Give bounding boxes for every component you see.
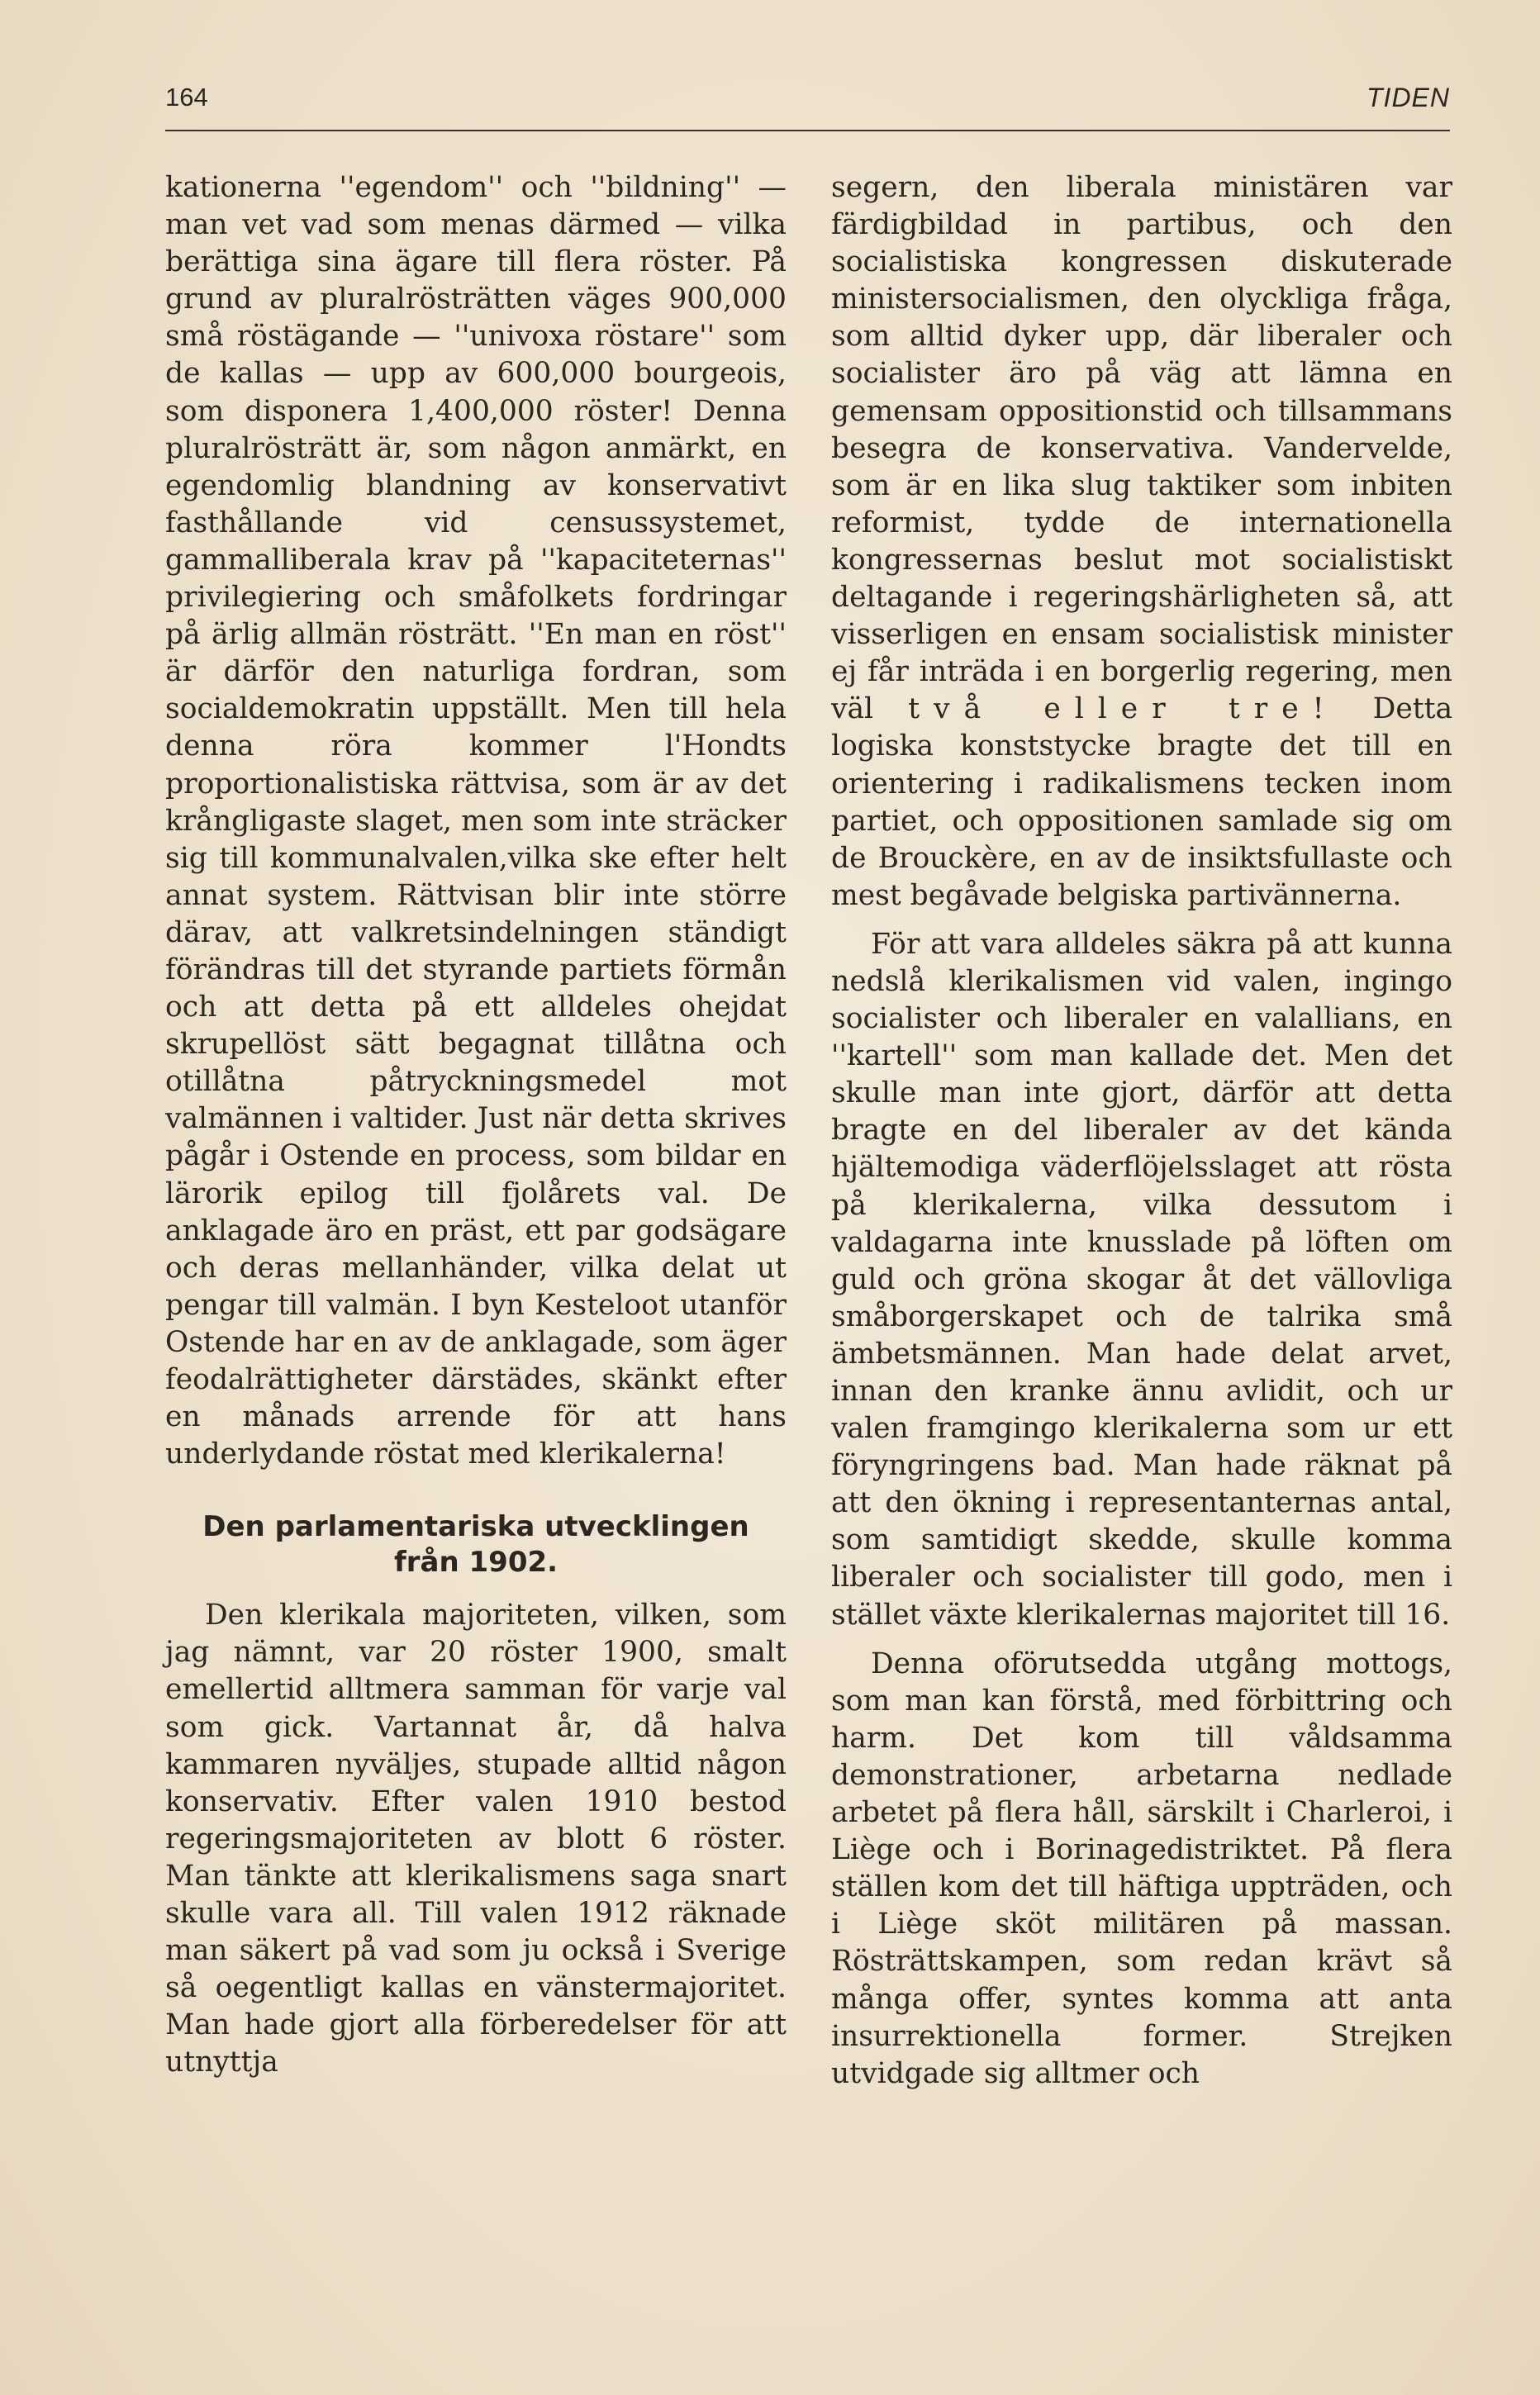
right-paragraph-1 xyxy=(831,169,1452,915)
section-heading-line-2: från 1902. xyxy=(393,1546,558,1580)
right-paragraph-2: För att vara alldeles säkra på att kunna nedslå klerikalismen vid valen, ingingo socialister och liberaler en valallians, en ''kartell'' som man kallade det. Men det skulle man inte gjort, därför att detta bragte en del liberaler av det kända hjältemodiga väderflöjelsslaget att rösta på klerikalerna, vilka dessutom i valdagarna inte knusslade på löften om guld och gröna skogar åt det vällovliga småborgerskapet och de talrika små ämbetsmännen. Man hade delat arvet, innan den kranke ännu avlidit, och ur valen framgingo klerikalerna som ur ett föryngringens bad. Man hade räknat på att den ökning i representanternas antal, som samtidigt skedde, skulle komma liberaler och socialister till godo, men i stället växte klerikalernas majoritet till 16. xyxy=(831,927,1452,1632)
page-header xyxy=(165,83,1450,132)
left-paragraph-2: Den klerikala majoriteten, vilken, som jag nämnt, var 20 röster 1900, smalt emellertid alltmera samman för varje val som gick. Vartannat år, då halva kammaren nyväljes, stupade alltid någon konservativ. Efter valen 1910 bestod regeringsmajoriteten av blott 6 röster. Man tänkte att klerikalismens saga snart skulle vara all. Till valen 1912 räknade man säkert på vad som ju också i Sverige så oegentligt kallas en vänstermajoritet. Man hade gjort alla förberedelser för att utnyttja xyxy=(165,1599,787,2079)
right-paragraph-3: Denna oförutsedda utgång mottogs, som man kan förstå, med förbittring och harm. Det kom till våldsamma demonstrationer, arbetarna nedlade arbetet på flera håll, särskilt i Charleroi, i Liège och i Borinagedistriktet. På flera ställen kom det till häftiga uppträden, och i Liège sköt militären på massan. Rösträttskampen, som redan krävt så många offer, syntes komma att anta insurrektionella former. Strejken utvidgade sig alltmer och xyxy=(831,1647,1452,2090)
page-number: 164 xyxy=(165,83,208,112)
right-paragraph-1-part-b: Detta logiska konststycke bragte det till en orientering i radikalismens tecken inom partiet, och oppositionen samlade sig om de Brouckère, en av de insiktsfullaste och mest begåvade belgiska partivännerna. xyxy=(831,692,1453,912)
spaced-emphasis: två eller tre! xyxy=(908,692,1338,726)
right-column xyxy=(831,169,1452,2093)
running-title: TIDEN xyxy=(1367,83,1450,112)
left-paragraph-1: kationerna ''egendom'' och ''bildning'' — man vet vad som menas därmed — vilka berättiga sina ägare till flera röster. På grund av pluralrösträtten väges 900,000 små röstägande — ''univoxa röstare'' som de kallas — upp av 600,000 bourgeois, som disponera 1,400,000 röster! Denna pluralrösträtt är, som någon anmärkt, en egendomlig blandning av konservativt fasthållande vid censussystemet, gammalliberala krav på ''kapaciteternas'' privilegiering och småfolkets fordringar på ärlig allmän rösträtt. ''En man en röst'' är därför den naturliga fordran, som socialdemokratin uppställt. Men till hela denna röra kommer l'Hondts proportionalistiska rättvisa, som är av det krångligaste slaget, men som inte sträcker sig till kommunalvalen,vilka ske efter helt annat system. Rättvisan blir inte större därav, att valkretsindelningen ständigt förändras till det styrande partiets förmån och att detta på ett alldeles ohejdat skrupellöst sätt begagnat tillåtna och otillåtna påtryckningsmedel mot valmännen i valtider. Just när detta skrives pågår i Ostende en process, som bildar en lärorik epilog till fjolårets val. De anklagade äro en präst, ett par godsägare och deras mellanhänder, vilka delat ut pengar till valmän. I byn Kesteloot utanför Ostende har en av de anklagade, som äger feodalrättigheter därstädes, skänkt efter en månads arrende för att hans underlydande röstat med klerikalerna! xyxy=(165,171,787,1471)
section-heading-line-1: Den parlamentariska utvecklingen xyxy=(202,1510,749,1544)
header-rule xyxy=(165,130,1450,131)
section-heading xyxy=(165,1509,787,1580)
right-paragraph-1-part-a: segern, den liberala ministären var färdigbildad in partibus, och den socialistiska kongressen diskuterade ministersocialismen, den olyckliga fråga, som alltid dyker upp, där liberaler och socialister äro på väg att lämna en gemensam oppositionstid och tillsammans besegra de konservativa. Vandervelde, som är en lika slug taktiker som inbiten reformist, tydde de internationella kongressernas beslut mot socialistiskt deltagande i regeringshärligheten så, att visserligen en ensam socialistisk minister ej får inträda i en borgerlig regering, men väl xyxy=(831,171,1452,726)
left-column xyxy=(165,169,787,2082)
